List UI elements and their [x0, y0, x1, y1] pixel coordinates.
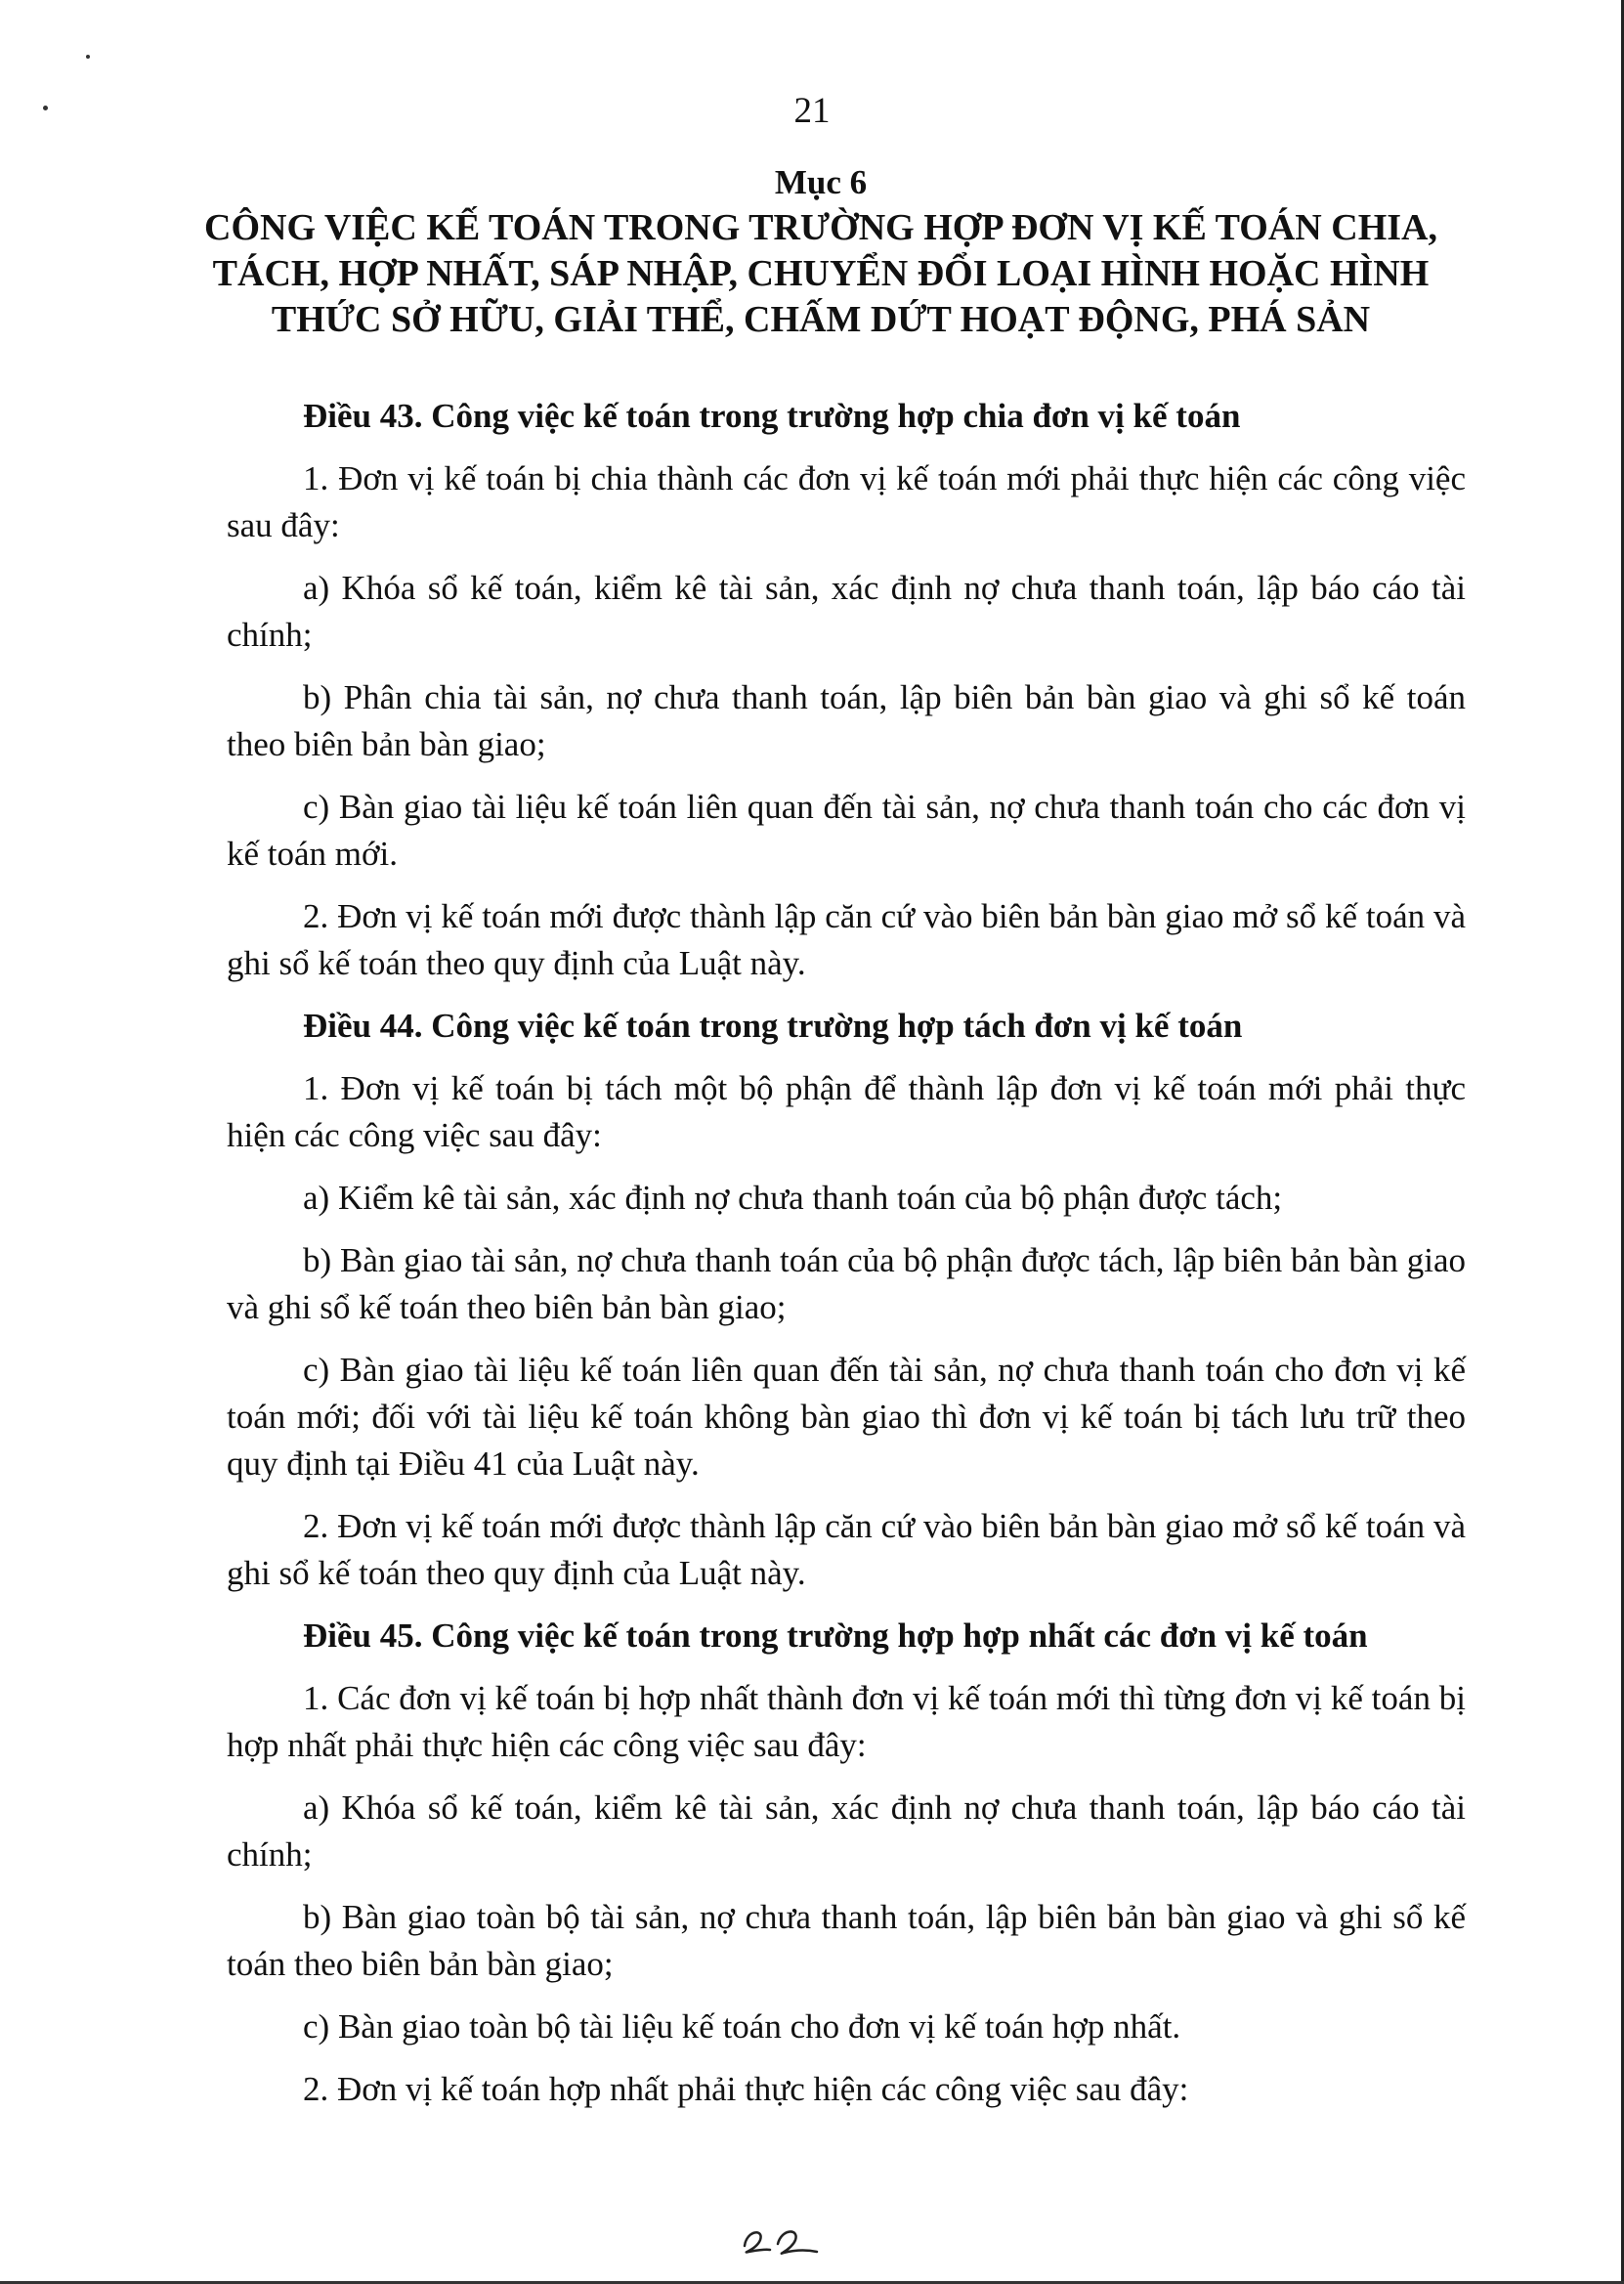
paragraph: a) Khóa sổ kế toán, kiểm kê tài sản, xác định nợ chưa thanh toán, lập báo cáo tài chính;: [227, 1788, 1466, 1874]
paragraph: 1. Các đơn vị kế toán bị hợp nhất thành đơn vị kế toán mới thì từng đơn vị kế toán bị hợp nhất phải thực hiện các công việc sau đây:: [227, 1679, 1466, 1764]
paragraph: 2. Đơn vị kế toán mới được thành lập căn cứ vào biên bản bàn giao mở sổ kế toán và ghi sổ kế toán theo quy định của Luật này.: [227, 1507, 1466, 1592]
section-header: [176, 162, 1466, 343]
article-heading: Điều 45. Công việc kế toán trong trường hợp hợp nhất các đơn vị kế toán: [303, 1616, 1368, 1655]
paragraph: c) Bàn giao tài liệu kế toán liên quan đến tài sản, nợ chưa thanh toán cho các đơn vị kế toán mới.: [227, 788, 1466, 873]
article-45: [227, 1613, 1466, 2113]
paragraph: b) Bàn giao tài sản, nợ chưa thanh toán của bộ phận được tách, lập biên bản bàn giao và ghi sổ kế toán theo biên bản bàn giao;: [227, 1241, 1466, 1326]
paragraph: 1. Đơn vị kế toán bị chia thành các đơn vị kế toán mới phải thực hiện các công việc sau đây:: [227, 459, 1466, 544]
paragraph: b) Bàn giao toàn bộ tài sản, nợ chưa thanh toán, lập biên bản bàn giao và ghi sổ kế toán theo biên bản bàn giao;: [227, 1898, 1466, 1983]
section-title: CÔNG VIỆC KẾ TOÁN TRONG TRƯỜNG HỢP ĐƠN VỊ KẾ TOÁN CHIA, TÁCH, HỢP NHẤT, SÁP NHẬP, CHUYỂN ĐỔI LOẠI HÌNH HOẶC HÌNH THỨC SỞ HỮU, GIẢI THỂ, CHẤM DỨT HOẠT ĐỘNG, PHÁ SẢN: [204, 207, 1437, 340]
document-body: [227, 393, 1466, 2129]
section-label: Mục 6: [774, 163, 868, 201]
article-heading: Điều 43. Công việc kế toán trong trường hợp chia đơn vị kế toán: [303, 397, 1241, 435]
page-number: 21: [793, 91, 831, 131]
paragraph: 2. Đơn vị kế toán mới được thành lập căn cứ vào biên bản bàn giao mở sổ kế toán và ghi sổ kế toán theo quy định của Luật này.: [227, 897, 1466, 982]
article-44: [227, 1003, 1466, 1597]
paragraph: 1. Đơn vị kế toán bị tách một bộ phận để thành lập đơn vị kế toán mới phải thực hiện các công việc sau đây:: [227, 1069, 1466, 1154]
paragraph: 2. Đơn vị kế toán hợp nhất phải thực hiện các công việc sau đây:: [303, 2070, 1189, 2108]
paragraph: a) Khóa sổ kế toán, kiểm kê tài sản, xác định nợ chưa thanh toán, lập báo cáo tài chính;: [227, 569, 1466, 654]
scan-speck: [86, 55, 90, 59]
paragraph: c) Bàn giao toàn bộ tài liệu kế toán cho đơn vị kế toán hợp nhất.: [303, 2007, 1181, 2046]
paragraph: a) Kiểm kê tài sản, xác định nợ chưa thanh toán của bộ phận được tách;: [303, 1179, 1283, 1217]
article-heading: Điều 44. Công việc kế toán trong trường hợp tách đơn vị kế toán: [303, 1007, 1243, 1045]
handwritten-mark: [735, 2217, 823, 2260]
paragraph: b) Phân chia tài sản, nợ chưa thanh toán, lập biên bản bàn giao và ghi sổ kế toán theo biên bản bàn giao;: [227, 678, 1466, 763]
paragraph: c) Bàn giao tài liệu kế toán liên quan đến tài sản, nợ chưa thanh toán cho đơn vị kế toán mới; đối với tài liệu kế toán không bàn giao thì đơn vị kế toán bị tách lưu trữ theo quy định tại Điều 41 của Luật này.: [227, 1351, 1466, 1483]
article-43: [227, 393, 1466, 987]
